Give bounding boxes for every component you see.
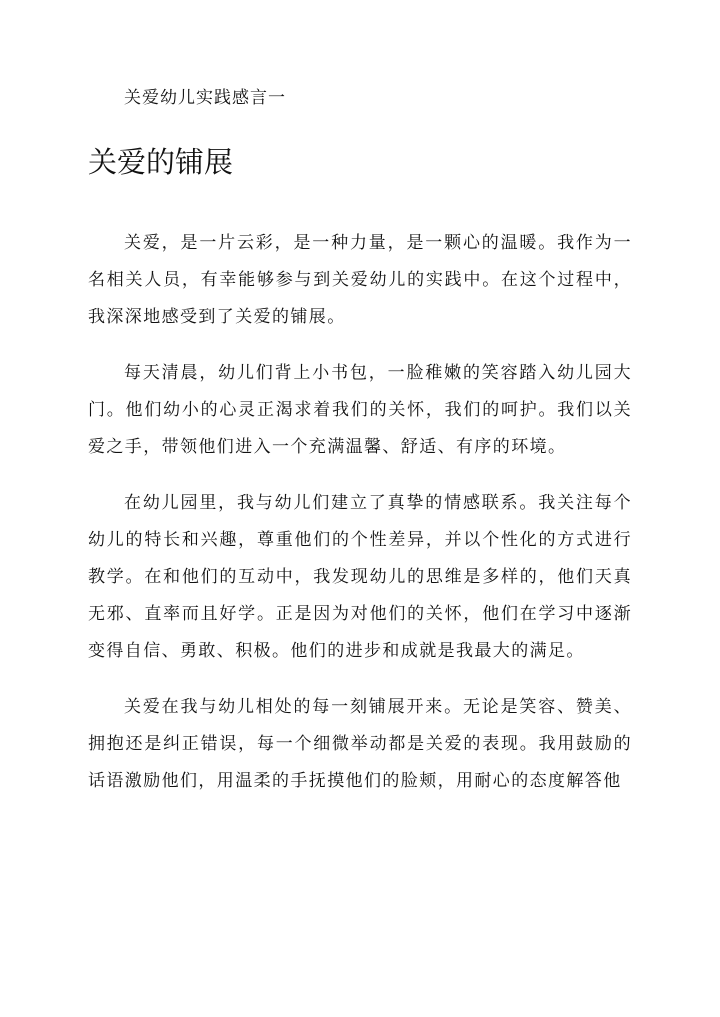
document-title: 关爱的铺展	[88, 145, 234, 179]
paragraph-1: 关爱，是一片云彩，是一种力量，是一颗心的温暖。我作为一名相关人员，有幸能够参与到关爱幼儿的实践中。在这个过程中，我深深地感受到了关爱的铺展。	[88, 233, 632, 327]
paragraph-3: 在幼儿园里，我与幼儿们建立了真挚的情感联系。我关注每个幼儿的特长和兴趣，尊重他们的个性差异，并以个性化的方式进行教学。在和他们的互动中，我发现幼儿的思维是多样的，他们天真无邪、直率而且好学。正是因为对他们的关怀，他们在学习中逐渐变得自信、勇敢、积极。他们的进步和成就是我最大的满足。	[88, 493, 632, 661]
document-body	[88, 225, 632, 819]
paragraph-2: 每天清晨，幼儿们背上小书包，一脸稚嫩的笑容踏入幼儿园大门。他们幼小的心灵正渴求着我们的关怀，我们的呵护。我们以关爱之手，带领他们进入一个充满温馨、舒适、有序的环境。	[88, 363, 632, 457]
document-subtitle: 关爱幼儿实践感言一	[124, 88, 286, 108]
paragraph-4: 关爱在我与幼儿相处的每一刻铺展开来。无论是笑容、赞美、拥抱还是纠正错误，每一个细微举动都是关爱的表现。我用鼓励的话语激励他们，用温柔的手抚摸他们的脸颊，用耐心的态度解答他	[88, 697, 632, 791]
